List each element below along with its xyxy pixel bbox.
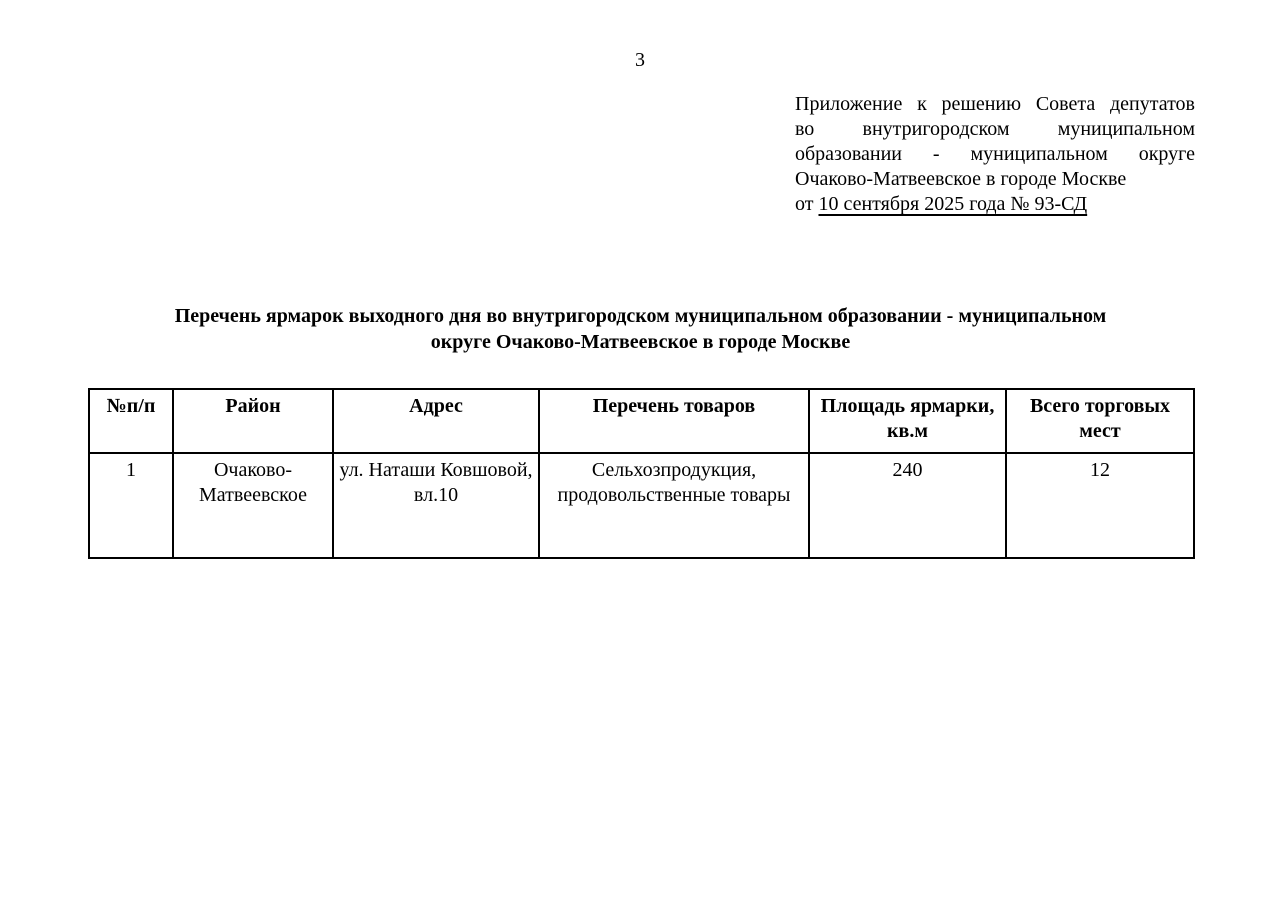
appendix-line: во внутригородском муниципальном <box>795 118 1195 140</box>
document-title-line: округе Очаково-Матвеевское в городе Москве <box>430 331 851 353</box>
appendix-line: Приложение к решению Совета депутатов <box>795 93 1195 115</box>
table-header-row <box>89 389 1194 453</box>
decision-date-number: 10 сентября 2025 года № 93-СД <box>818 193 1088 215</box>
table-row <box>89 453 1194 558</box>
cell-num: 1 <box>89 453 173 558</box>
page-number: 3 <box>635 49 645 71</box>
date-prefix: от <box>795 193 819 215</box>
appendix-date-line <box>795 192 1195 217</box>
appendix-line: образовании - муниципальном округе <box>795 143 1195 165</box>
cell-goods: Сельхозпродукция, продовольственные товары <box>539 453 809 558</box>
cell-area: 240 <box>809 453 1006 558</box>
appendix-line: Очаково-Матвеевское в городе Москве <box>795 168 1127 190</box>
document-title-line: Перечень ярмарок выходного дня во внутригородском муниципальном образовании - муниципальном <box>174 305 1107 327</box>
header-area: Площадь ярмарки, кв.м <box>809 389 1006 453</box>
document-title <box>88 303 1193 355</box>
header-goods: Перечень товаров <box>539 389 809 453</box>
cell-district: Очаково-Матвеевское <box>173 453 333 558</box>
header-address: Адрес <box>333 389 539 453</box>
appendix-block <box>795 92 1195 217</box>
fairs-table <box>88 388 1195 559</box>
header-num: №п/п <box>89 389 173 453</box>
cell-places: 12 <box>1006 453 1194 558</box>
cell-address: ул. Наташи Ковшовой, вл.10 <box>333 453 539 558</box>
header-total-places: Всего торговых мест <box>1006 389 1194 453</box>
header-district: Район <box>173 389 333 453</box>
